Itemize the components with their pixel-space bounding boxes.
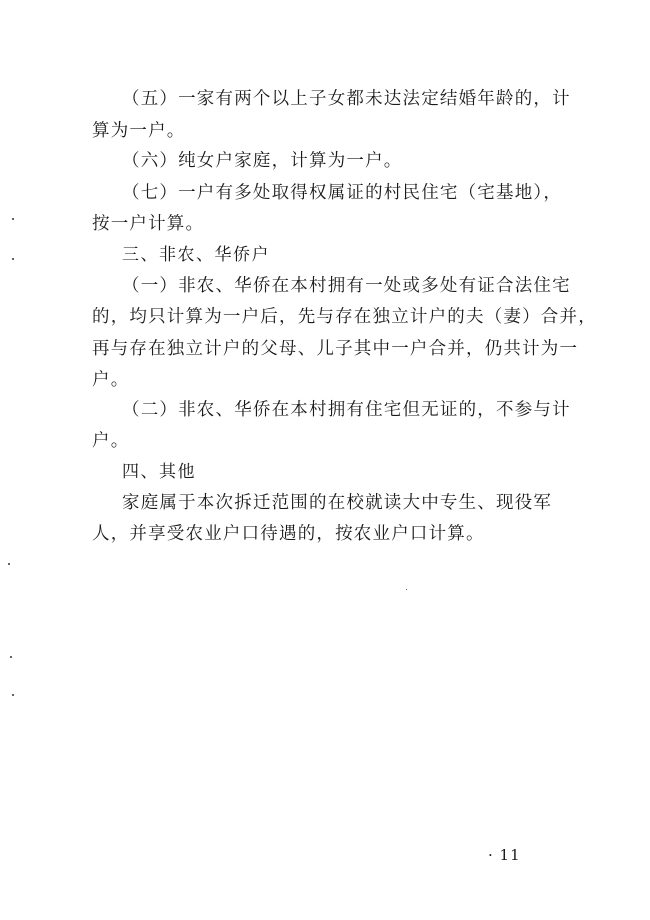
scan-speck [10,656,12,658]
section-four-line-1: 家庭属于本次拆迁范围的在校就读大中专生、现役军 [122,493,553,513]
section-three-p1-line-2: 的，均只计算为一户后，先与存在独立计户的夫（妻）合并， [92,307,597,327]
section-three-p1-line-4: 户。 [92,370,130,390]
item-six: （六）纯女户家庭，计算为一户。 [122,151,403,171]
item-seven-line-2: 按一户计算。 [92,214,205,234]
item-five-line-2: 算为一户。 [92,121,186,141]
section-three-heading: 三、非农、华侨户 [122,245,270,265]
scan-speck [12,694,14,696]
page-number: · 11 [488,846,521,864]
scan-speck [8,563,10,565]
section-three-p1-line-1: （一）非农、华侨在本村拥有一处或多处有证合法住宅 [122,276,571,296]
section-four-heading: 四、其他 [122,462,196,482]
scan-speck [12,258,14,260]
scan-speck [12,218,14,220]
section-three-p1-line-3: 再与存在独立计户的父母、儿子其中一户合并，仍共计为一 [92,339,579,359]
item-seven-line-1: （七）一户有多处取得权属证的村民住宅（宅基地）， [122,183,563,203]
section-four-line-2: 人，并享受农业户口待遇的，按农业户口计算。 [92,524,485,544]
section-three-p2-line-1: （二）非农、华侨在本村拥有住宅但无证的，不参与计 [122,400,571,420]
section-three-p2-line-2: 户。 [92,431,130,451]
item-five-line-1: （五）一家有两个以上子女都未达法定结婚年龄的，计 [122,89,571,109]
scan-speck [406,589,407,590]
